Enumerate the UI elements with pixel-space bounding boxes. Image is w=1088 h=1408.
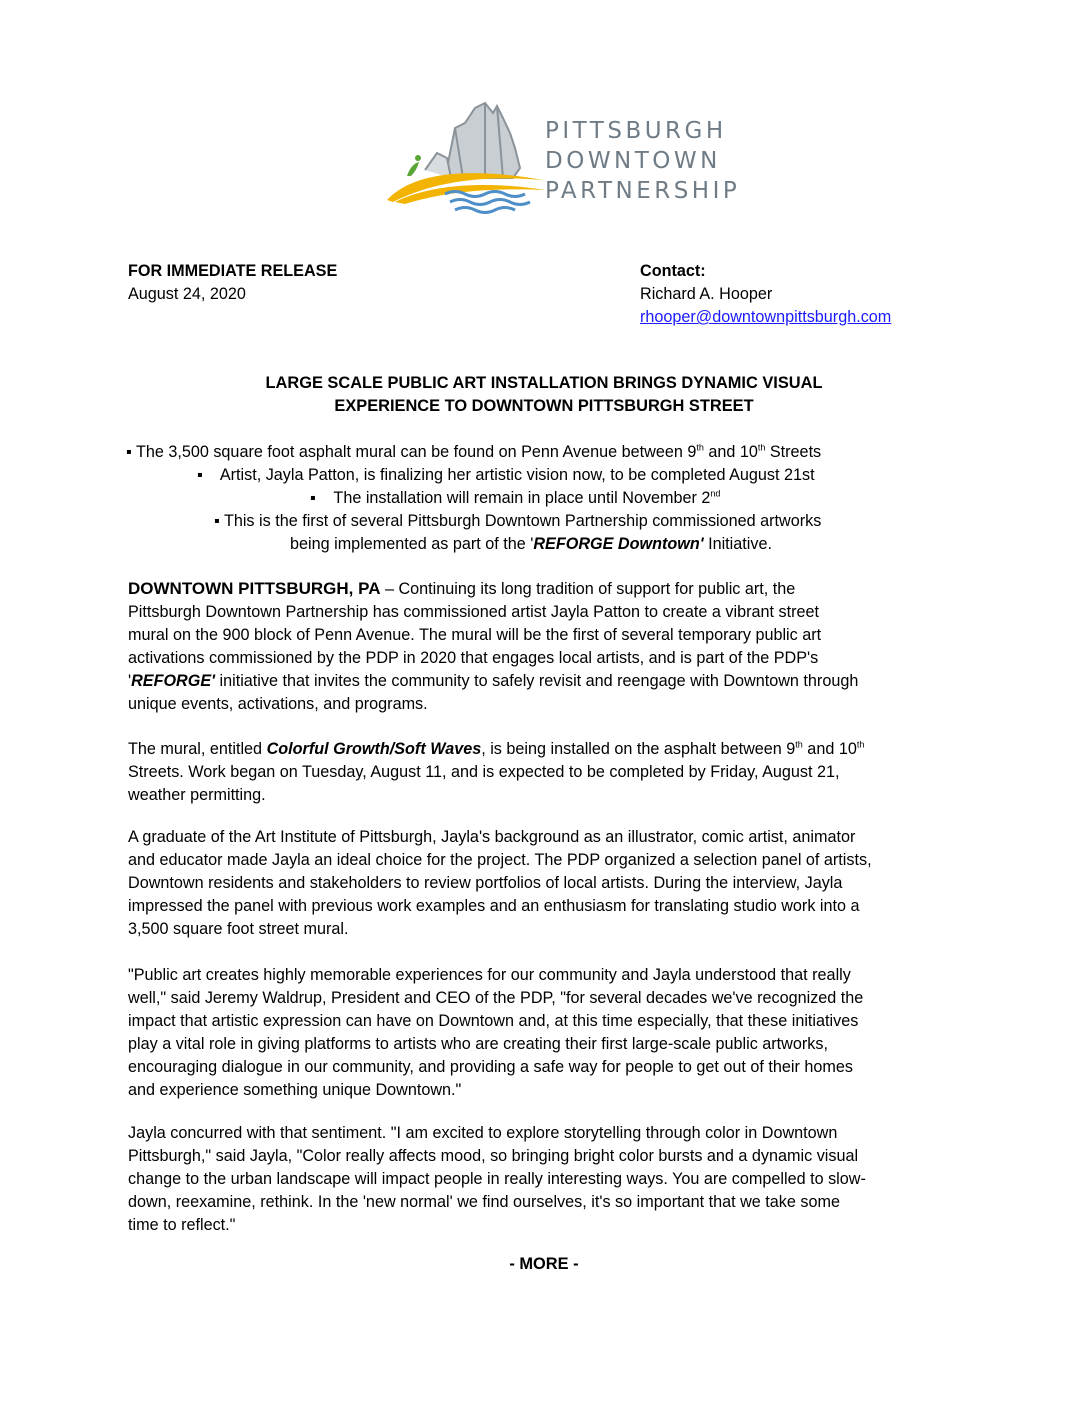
- headline-line2: EXPERIENCE TO DOWNTOWN PITTSBURGH STREET: [334, 397, 754, 415]
- contact-name: Richard A. Hooper: [640, 285, 773, 303]
- logo-text-line3: PARTNERSHIP: [545, 178, 741, 204]
- contact-email-link[interactable]: rhooper@downtownpittsburgh.com: [640, 308, 892, 326]
- headline-line1: LARGE SCALE PUBLIC ART INSTALLATION BRINGS DYNAMIC VISUAL: [265, 374, 823, 392]
- release-date: August 24, 2020: [128, 285, 246, 303]
- paragraph-1: DOWNTOWN PITTSBURGH, PA – Continuing its long tradition of support for public art, the Pittsburgh Downtown Partnership has commissioned artist Jayla Patton to create a vibrant street mural on the 900 block of Penn Avenue. The mural will be the first of several temporary public art activations commissioned by the PDP in 2020 that engages local artists, and is part of the PDP's 'REFORGE' initiative that invites the community to safely revisit and reengage with Downtown through unique events, activations, and programs.: [128, 579, 859, 713]
- bullet-2: ▪ Artist, Jayla Patton, is finalizing her artistic vision now, to be completed August 21st: [197, 466, 815, 484]
- paragraph-4: "Public art creates highly memorable experiences for our community and Jayla understood that really well," said Jeremy Waldrup, President and CEO of the PDP, "for several decades we've recognized the impact that artistic expression can have on Downtown and, at this time especially, that these initiatives play a vital role in giving platforms to artists who are creating their first large-scale public artworks, encouraging dialogue in our community, and providing a safe way for people to get out of their homes and experience something unique Downtown.": [128, 966, 864, 1099]
- paragraph-3: A graduate of the Art Institute of Pittsburgh, Jayla's background as an illustrator, comic artist, animator and educator made Jayla an ideal choice for the project. The PDP organized a selection panel of artists, Downtown residents and stakeholders to review portfolios of local artists. During the interview, Jayla impressed the panel with previous work examples and an enthusiasm for translating studio work into a 3,500 square foot street mural.: [128, 828, 872, 938]
- bullet-1: ▪ The 3,500 square foot asphalt mural can be found on Penn Avenue between 9th and 10th Streets: [126, 442, 822, 461]
- release-header: [128, 260, 337, 306]
- skyline-logo-icon: [385, 98, 555, 218]
- release-label: FOR IMMEDIATE RELEASE: [128, 262, 338, 280]
- pdp-logo: [385, 98, 741, 218]
- logo-text-line2: DOWNTOWN: [545, 148, 721, 174]
- more-indicator: - MORE -: [509, 1255, 579, 1273]
- bullet-4-line1: ▪ This is the first of several Pittsburgh Downtown Partnership commissioned artworks: [214, 512, 822, 530]
- logo-text-line1: PITTSBURGH: [545, 118, 727, 144]
- contact-label: Contact:: [640, 262, 706, 280]
- bullet-3: ▪ The installation will remain in place until November 2nd: [310, 488, 721, 507]
- dateline: DOWNTOWN PITTSBURGH, PA: [128, 579, 381, 598]
- contact-block: [640, 260, 891, 329]
- headline: [128, 372, 960, 418]
- paragraph-2: The mural, entitled Colorful Growth/Soft Waves, is being installed on the asphalt between 9th and 10th Streets. Work began on Tuesday, August 11, and is expected to be completed by Friday, August 21, weather permitting.: [128, 739, 865, 804]
- bullet-4-line2: being implemented as part of the 'REFORGE Downtown' Initiative.: [290, 535, 772, 553]
- paragraph-5: Jayla concurred with that sentiment. "I am excited to explore storytelling through color in Downtown Pittsburgh," said Jayla, "Color really affects mood, so bringing bright color bursts and a dynamic visual change to the urban landscape will impact people in really interesting ways. You are compelled to slow- down, reexamine, rethink. In the 'new normal' we find ourselves, it's so important that we take some time to reflect.": [128, 1124, 866, 1234]
